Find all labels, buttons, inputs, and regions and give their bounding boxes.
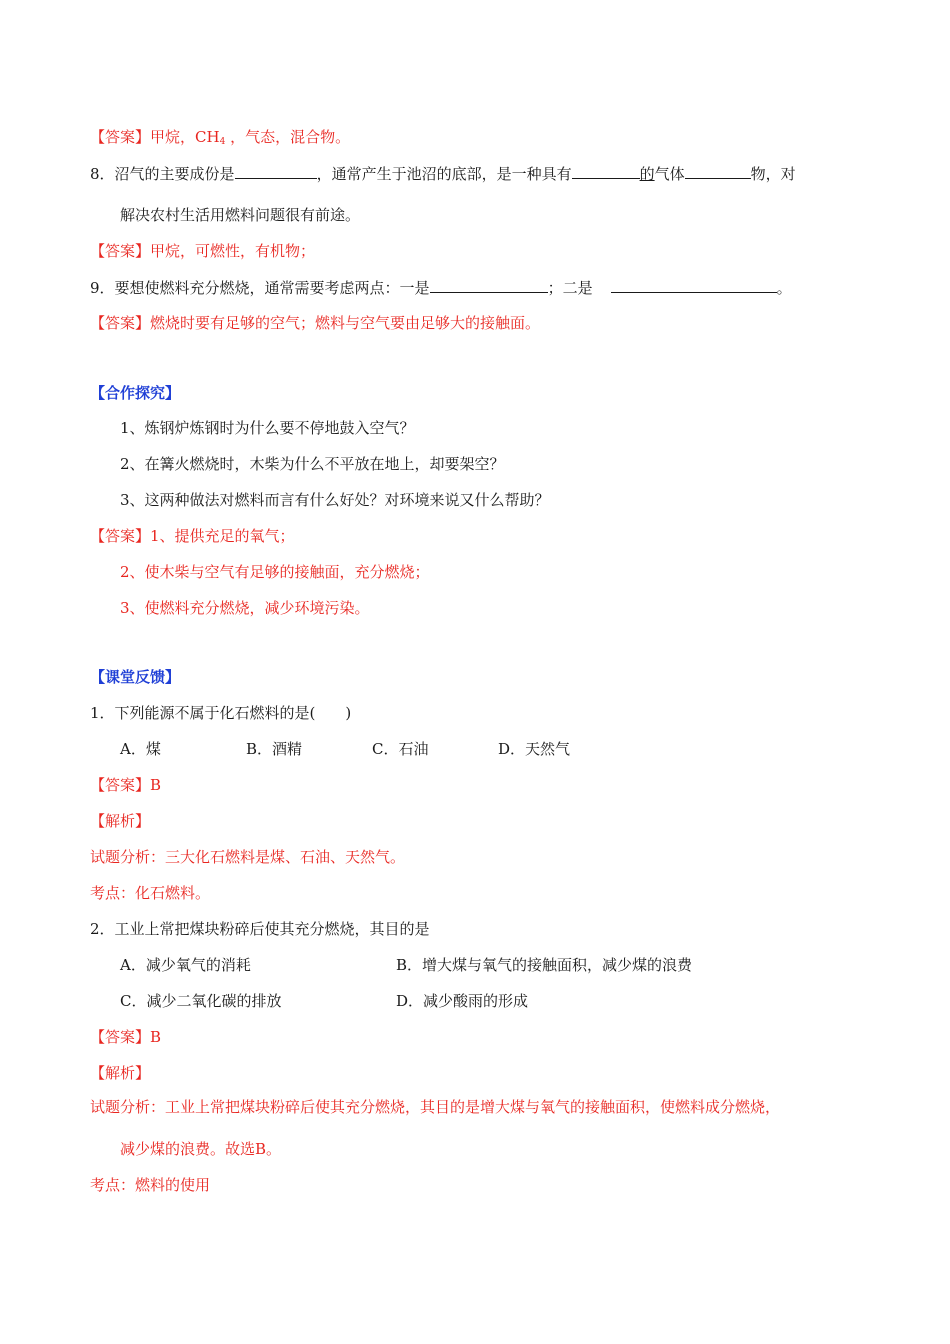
option-d: D．减少酸雨的形成 xyxy=(396,992,529,1010)
coop-item: 3、这两种做法对燃料而言有什么好处？对环境来说又什么帮助？ xyxy=(120,491,550,509)
coop-answer: 【答案】1、提供充足的氧气； xyxy=(90,527,295,545)
fb-q2-analysis-label: 【解析】 xyxy=(90,1064,151,1082)
option-c: C．减少二氧化碳的排放 xyxy=(120,992,282,1010)
blank xyxy=(430,277,548,293)
blank xyxy=(572,163,640,179)
section-heading-feedback: 【课堂反馈】 xyxy=(90,668,181,686)
coop-answer-line: 2、使木柴与空气有足够的接触面，充分燃烧； xyxy=(120,563,430,581)
section-heading-coop: 【合作探究】 xyxy=(90,384,181,402)
fb-q2-analysis: 试题分析：工业上常把煤块粉碎后使其充分燃烧，其目的是增大煤与氧气的接触面积，使燃料成分燃烧， xyxy=(90,1098,781,1116)
option-d: D．天然气 xyxy=(498,740,571,758)
fb-q2-options-row2 xyxy=(120,991,528,1011)
q8-question: 8．沼气的主要成份是 ，通常产生于池沼的底部，是一种具有 的气体 物，对 xyxy=(90,165,796,183)
option-a: A．减少氧气的消耗 xyxy=(120,956,251,974)
coop-item: 2、在篝火燃烧时，木柴为什么不平放在地上，却要架空？ xyxy=(120,455,505,473)
blank xyxy=(685,163,751,179)
answer-label: 【答案】 xyxy=(90,128,151,146)
coop-answer-line: 3、使燃料充分燃烧，减少环境污染。 xyxy=(120,599,370,617)
blank xyxy=(611,277,777,293)
fb-q1-stem: 1．下列能源不属于化石燃料的是( ) xyxy=(90,704,352,722)
fb-q1-answer: 【答案】B xyxy=(90,776,162,794)
fb-q2-options-row1 xyxy=(120,955,692,975)
q8-question-cont: 解决农村生活用燃料问题很有前途。 xyxy=(120,206,361,224)
fb-q2-point: 考点：燃料的使用 xyxy=(90,1176,211,1194)
q7-answer: 【答案】甲烷，$CH_4$ ，气态，混合物。 xyxy=(90,128,351,147)
option-b: B．增大煤与氧气的接触面积，减少煤的浪费 xyxy=(396,956,693,974)
blank xyxy=(235,163,317,179)
fb-q1-analysis-label: 【解析】 xyxy=(90,812,151,830)
fb-q2-analysis-cont: 减少煤的浪费。故选B。 xyxy=(120,1140,282,1158)
q9-answer: 【答案】燃烧时要有足够的空气；燃料与空气要由足够大的接触面。 xyxy=(90,314,541,332)
fb-q1-analysis: 试题分析：三大化石燃料是煤、石油、天然气。 xyxy=(90,848,406,866)
fb-q2-stem: 2．工业上常把煤块粉碎后使其充分燃烧，其目的是 xyxy=(90,920,430,938)
option-a: A．煤 xyxy=(120,740,161,758)
q8-answer: 【答案】甲烷，可燃性，有机物； xyxy=(90,242,316,260)
option-c: C．石油 xyxy=(372,740,429,758)
fb-q1-options xyxy=(120,739,570,759)
q9-question: 9．要想使燃料充分燃烧，通常需要考虑两点：一是 ；二是 。 xyxy=(90,279,792,297)
fb-q2-answer: 【答案】B xyxy=(90,1028,162,1046)
coop-item: 1、炼钢炉炼钢时为什么要不停地鼓入空气？ xyxy=(120,419,415,437)
fb-q1-point: 考点：化石燃料。 xyxy=(90,884,211,902)
option-b: B．酒精 xyxy=(246,740,303,758)
